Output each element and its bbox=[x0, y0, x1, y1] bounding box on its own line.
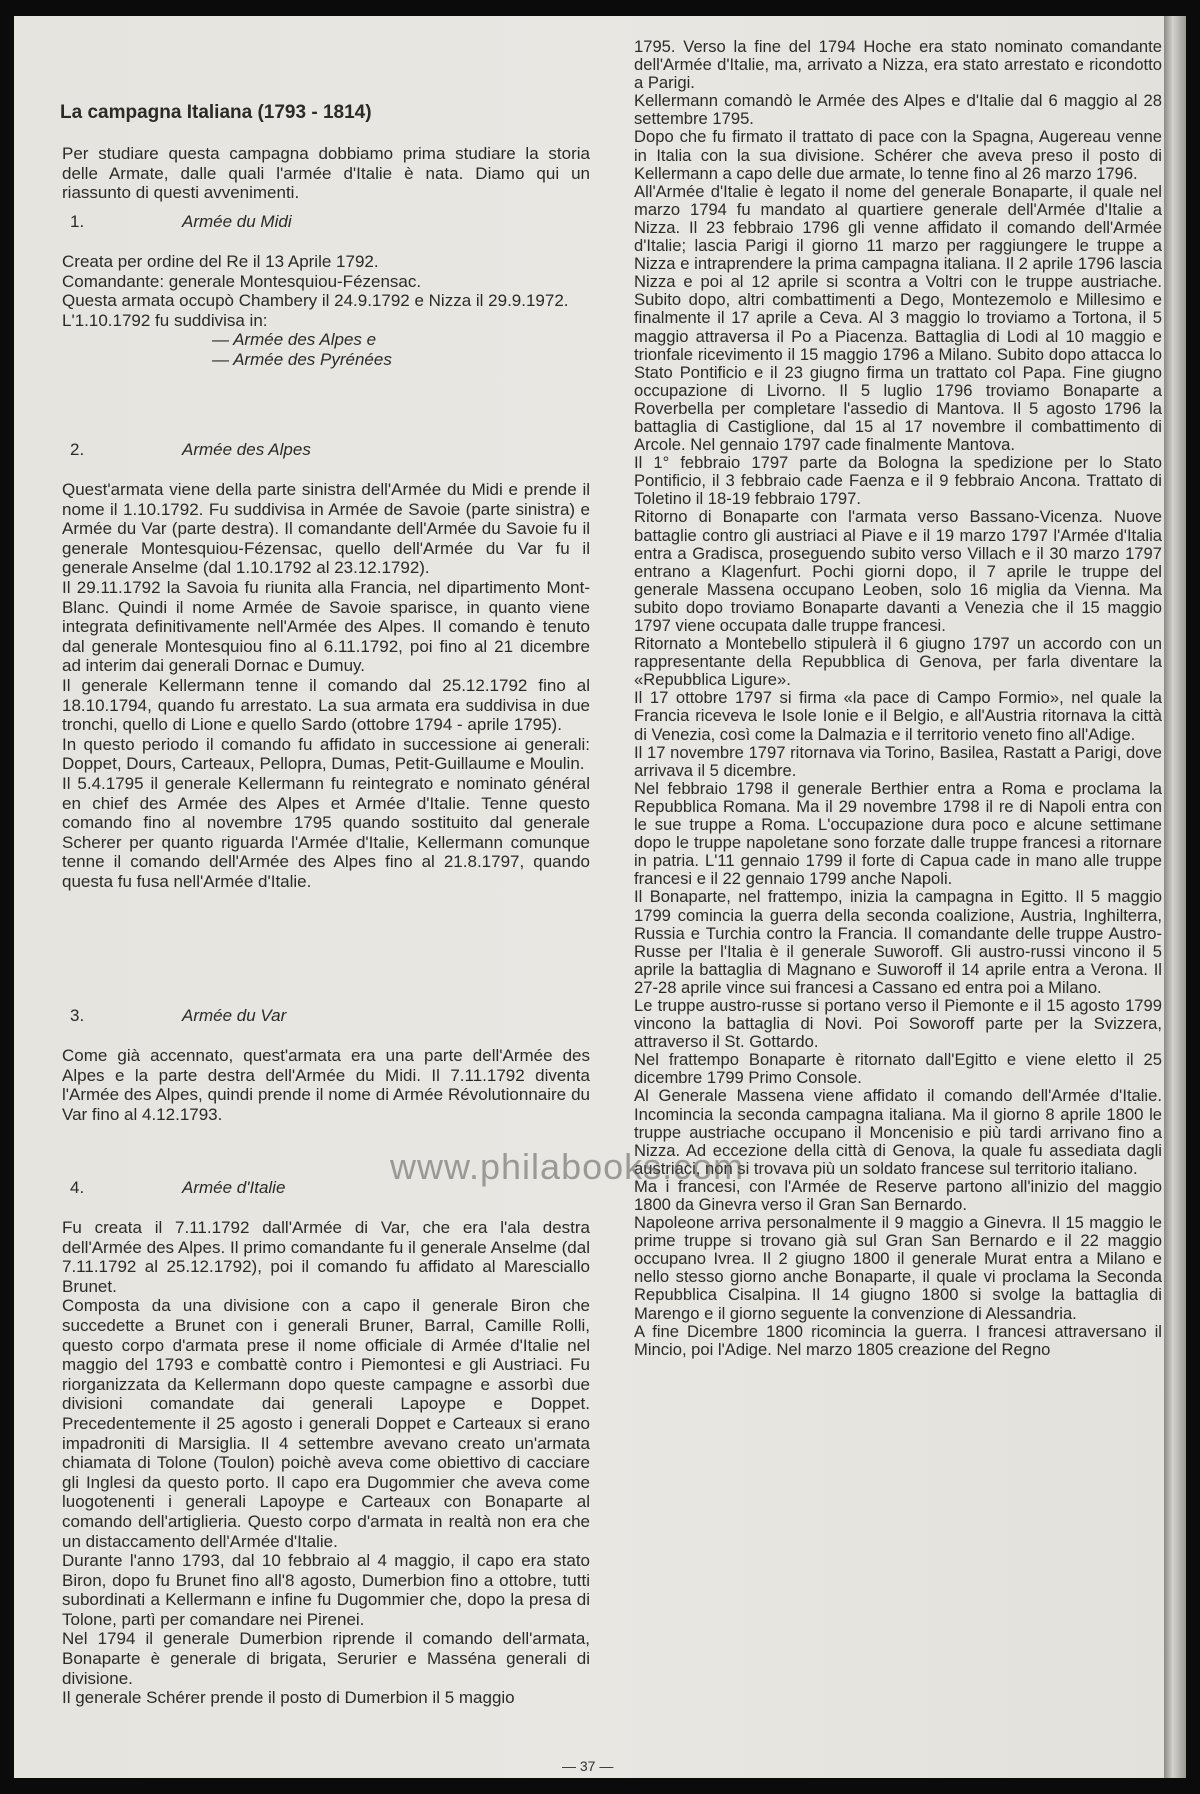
section-heading bbox=[62, 212, 590, 252]
watermark: www.philabooks.com bbox=[390, 1146, 745, 1187]
paragraph: Le truppe austro-russe si portano verso il Piemonte e il 15 agosto 1799 vincono la battaglia di Novi. Poi Soworoff parte per la Svizzera, attraverso il St. Gottardo. bbox=[634, 995, 1162, 1052]
section-armee-du-var bbox=[62, 1006, 590, 1124]
paragraph: Il 17 ottobre 1797 si firma «la pace di Campo Formio», nel quale la Francia riceveva le Isole Ionie e il Belgio, e all'Austria ritornava la città di Venezia, così come la Dalmazia e il territorio veneto fino all'Adige. bbox=[634, 688, 1162, 744]
paragraph: In questo periodo il comando fu affidato in successione ai generali: Doppet, Dours, Carteaux, Pellopra, Dumas, Petit-Guillaume e Moulin. bbox=[62, 734, 590, 774]
paragraph: All'Armée d'Italie è legato il nome del generale Bonaparte, il quale nel marzo 1794 fu mandato al quartiere generale dell'Armée d'Italie a Nizza. Il 23 febbraio 1796 gli venne affidato il comando dell'Armée d'Italie; lascia Parigi il giorno 11 marzo per raggiungere le truppe a Nizza e intraprendere la prima campagna italiana. Il 2 aprile 1796 lascia Nizza e poi al 12 aprile si scontra a Voltri con le truppe austriache. Subito dopo, altri combattimenti a Dego, Montezemolo e Millesimo e finalmente il 17 aprile a Ceva. Al 3 maggio lo troviamo a Tortona, il 5 maggio attraversa il Po a Piacenza. Battaglia di Lodi al 10 maggio e trionfale ricevimento il 15 maggio 1796 a Milano. Subito dopo attacca lo Stato Pontificio e il 23 giugno firma un trattato col Papa. Fine giugno occupazione di Livorno. Il 5 luglio 1796 troviamo Bonaparte a Roverbella per completare l'assedio di Mantova. Il 5 agosto 1796 la battaglia di Castiglione, dal 15 al 17 novembre il combattimento di Arcole. Nel gennaio 1797 cade finalmente Mantova. bbox=[634, 181, 1162, 455]
section-name: Armée des Alpes bbox=[182, 440, 311, 459]
paragraph: Creata per ordine del Re il 13 Aprile 1792. bbox=[62, 252, 379, 271]
paragraph: Al Generale Massena viene affidato il comando dell'Armée d'Italie. Incomincia la seconda campagna italiana. Ma il giorno 8 aprile 1800 le truppe austriache occupano il Moncenisio e più tardi arrivano fino a Nizza. Ad eccezione della città di Genova, la quale fu assediata dagli austriaci, non si trovava più un soldato francese sul territorio italiano. bbox=[634, 1086, 1162, 1178]
paragraph: Nel febbraio 1798 il generale Berthier entra a Roma e proclama la Repubblica Romana. Ma il 29 novembre 1798 il re di Napoli entra con le sue truppe a Roma. L'occupazione dura poco e alcune settimane dopo le truppe napoletane sono forzate dalle truppe francesi a ritornare in patria. L'11 gennaio 1799 il forte di Capua cade in mano alle truppe francesi e il 22 gennaio 1799 anche Napoli. bbox=[634, 778, 1162, 889]
page-title: La campagna Italiana (1793 - 1814) bbox=[60, 102, 372, 123]
section-heading bbox=[62, 1006, 590, 1046]
list-item: — Armée des Pyrénées bbox=[212, 349, 392, 369]
paragraph: Ma i francesi, con l'Armée de Reserve partono all'inizio del maggio 1800 da Ginevra verso il Gran San Bernardo. bbox=[634, 1176, 1162, 1214]
paragraph: Il 29.11.1792 la Savoia fu riunita alla Francia, nel dipartimento Mont-Blanc. Quindi il nome Armée de Savoie sparisce, in quanto viene integrata definitivamente nell'Armée des Alpes. Il comando è tenuto dal generale Montesquiou fino al 6.11.1792, poi fino al 21 dicembre ad interim dai generali Dornac e Dumuy. bbox=[62, 577, 590, 676]
intro-text: Per studiare questa campagna dobbiamo prima studiare la storia delle Armate, dalle quali l'armée d'Italie è nata. Diamo qui un riassunto di questi avvenimenti. bbox=[62, 144, 590, 203]
paragraph: A fine Dicembre 1800 ricomincia la guerra. I francesi attraversano il Mincio, poi l'Adige. Nel marzo 1805 creazione del Regno bbox=[634, 1321, 1162, 1359]
paragraph: Nel 1794 il generale Dumerbion riprende il comando dell'armata, Bonaparte è generale di brigata, Serurier e Masséna generali di divisione. bbox=[62, 1629, 590, 1688]
paragraph: Ritorno di Bonaparte con l'armata verso Bassano-Vicenza. Nuove battaglie contro gli austriaci al Piave e il 19 marzo 1797 l'Armée d'Italia entra a Gradisca, proseguendo subito verso Villach e il 30 marzo 1797 entrano a Klagenfurt. Pochi giorni dopo, il 7 aprile le truppe del generale Massena occupano Leoben, solo 16 miglia da Vienna. Ma subito dopo troviamo Bonaparte davanti a Venezia che il 15 maggio 1797 viene occupata dalle truppe francesi. bbox=[634, 507, 1162, 635]
paragraph: Composta da una divisione con a capo il generale Biron che succedette a Brunet con i generali Bruner, Barral, Camille Rolli, questo corpo d'armata prese il nome officiale di Armée d'Italie nel maggio del 1793 e combattè contro i Piemontesi e gli Austriaci. Fu riorganizzata da Kellermann dopo queste campagne e assorbì due divisioni comandate dai generali Lapoype e Doppet. Precedentemente il 25 agosto i generali Doppet e Carteaux si erano impadroniti di Marsiglia. Il 4 settembre avevano creato un'armata chiamata di Tolone (Toulon) poichè aveva come obiettivo di cacciare gli Inglesi da questo porto. Il capo era Dugommier che aveva come luogotenenti i generali Lapoype e Carteaux con Bonaparte al comando dell'artiglieria. Questo corpo d'armata in realtà non era che un distaccamento dell'Armée d'Italie. bbox=[62, 1296, 590, 1551]
paragraph: Kellermann comandò le Armée des Alpes e d'Italie dal 6 maggio al 28 settembre 1795. bbox=[634, 91, 1162, 129]
section-name: Armée du Midi bbox=[182, 212, 292, 231]
section-armee-d-italie bbox=[62, 1178, 590, 1708]
paragraph: Il 17 novembre 1797 ritornava via Torino, Basilea, Rastatt a Parigi, dove arrivava il 5 dicembre. bbox=[634, 742, 1162, 780]
paragraph: Comandante: generale Montesquiou-Fézensac. bbox=[62, 271, 422, 291]
paragraph: Il 5.4.1795 il generale Kellermann fu reintegrato e nominato général en chief des Armée des Alpes et Armée d'Italie. Tenne questo comando fino al novembre 1795 quando sostituito dal generale Scherer per quanto riguarda l'Armée d'Italie, Kellermann comunque tenne il comando dell'Armée des Alpes fino al 21.8.1797, quando questa fu fusa nell'Armée d'Italie. bbox=[62, 773, 590, 891]
paragraph: Il generale Schérer prende il posto di Dumerbion il 5 maggio bbox=[62, 1688, 515, 1708]
paragraph: Il Bonaparte, nel frattempo, inizia la campagna in Egitto. Il 5 maggio 1799 comincia la guerra della seconda coalizione, Austria, Inghilterra, Russia e Turchia contro la Francia. Il comandante delle truppe Austro-Russe per l'Italia è il generale Suworoff. Gli austro-russi vincono il 5 aprile la battaglia di Magnano e Suworoff il 14 aprile entra a Verona. Il 27-28 aprile vince sui francesi a Cassano ed entra poi a Milano. bbox=[634, 887, 1162, 997]
section-heading bbox=[62, 440, 590, 480]
paragraph: Nel frattempo Bonaparte è ritornato dall'Egitto e viene eletto il 25 dicembre 1799 Primo Console. bbox=[634, 1050, 1162, 1088]
paragraph: 1795. Verso la fine del 1794 Hoche era stato nominato comandante dell'Armée d'Italie, ma, arrivato a Nizza, era stato arrestato e ricondotto a Parigi. bbox=[634, 37, 1162, 93]
section-name: Armée d'Italie bbox=[182, 1178, 286, 1197]
paragraph: Questa armata occupò Chambery il 24.9.1792 e Nizza il 29.9.1972. bbox=[62, 291, 569, 311]
paragraph: Il generale Kellermann tenne il comando dal 25.12.1792 fino al 18.10.1794, quando fu arrestato. La sua armata era suddivisa in due tronchi, quello di Lione e quello Sardo (ottobre 1794 - aprile 1795). bbox=[62, 675, 590, 735]
paragraph: Fu creata il 7.11.1792 dall'Armée di Var, che era l'ala destra dell'Armée des Alpes. Il primo comandante fu il generale Anselme (dal 7.11.1792 al 25.12.1792), poi il comando fu affidato al Maresciallo Brunet. bbox=[62, 1218, 590, 1296]
section-armee-des-alpes bbox=[62, 440, 590, 891]
section-name: Armée du Var bbox=[182, 1006, 287, 1025]
section-number: 2. bbox=[70, 440, 85, 459]
book-spine-edge bbox=[1164, 16, 1186, 1778]
list-item: — Armée des Alpes e bbox=[212, 330, 377, 350]
intro-paragraph bbox=[62, 144, 590, 203]
paragraph: Il 1° febbraio 1797 parte da Bologna la spedizione per lo Stato Pontificio, il 3 febbraio cade Faenza e il 9 febbraio Ancona. Trattato di Toletino il 18-19 febbraio 1797. bbox=[634, 453, 1162, 509]
section-number: 1. bbox=[70, 212, 85, 231]
paragraph: Come già accennato, quest'armata era una parte dell'Armée des Alpes e la parte destra dell'Armée du Midi. Il 7.11.1792 diventa l'Armée des Alpes, quindi prende il nome di Armée Révolutionnaire du Var fino al 4.12.1793. bbox=[62, 1046, 590, 1124]
book-page bbox=[14, 16, 1164, 1778]
section-number: 4. bbox=[70, 1178, 85, 1197]
paragraph: Durante l'anno 1793, dal 10 febbraio al 4 maggio, il capo era stato Biron, dopo fu Brunet fino all'8 agosto, Dumerbion fino a ottobre, tutti subordinati a Kellermann e infine fu Dugommier che, dopo la presa di Tolone, partì per comandare nei Pirenei. bbox=[62, 1551, 590, 1629]
paragraph: Napoleone arriva personalmente il 9 maggio a Ginevra. Il 15 maggio le prime truppe si trovano già sul Gran San Bernardo e il 22 maggio occupano Ivrea. Il 2 giugno 1800 il generale Murat entra a Milano e nello stesso giorno anche Bonaparte, il quale vi proclama la Seconda Repubblica Cisalpina. Il 14 giugno 1800 si svolge la battaglia di Marengo e il giorno seguente la convenzione di Alessandria. bbox=[634, 1213, 1162, 1323]
section-number: 3. bbox=[70, 1006, 85, 1025]
paragraph: Quest'armata viene della parte sinistra dell'Armée du Midi e prende il nome il 1.10.1792. Fu suddivisa in Armée de Savoie (parte sinistra) e Armée du Var (parte destra). Il comandante dell'Armée du Savoie fu il generale Montesquiou-Fézensac, quello dell'Armée du Var fu il generale Anselme (dal 1.10.1792 al 23.12.1792). bbox=[62, 480, 590, 578]
section-armee-du-midi bbox=[62, 212, 590, 370]
page-number: — 37 — bbox=[562, 1758, 614, 1774]
paragraph: Dopo che fu firmato il trattato di pace con la Spagna, Augereau venne in Italia con la sua divisione. Schérer che aveva preso il posto di Kellermann a capo delle due armate, lo tenne fino al 26 marzo 1796. bbox=[634, 127, 1162, 183]
paragraph: L'1.10.1792 fu suddivisa in: bbox=[62, 310, 268, 330]
paragraph: Ritornato a Montebello stipulerà il 6 giugno 1797 un accordo con un rappresentante della Repubblica di Genova, per farla diventare la «Repubblica Ligure». bbox=[634, 634, 1162, 690]
